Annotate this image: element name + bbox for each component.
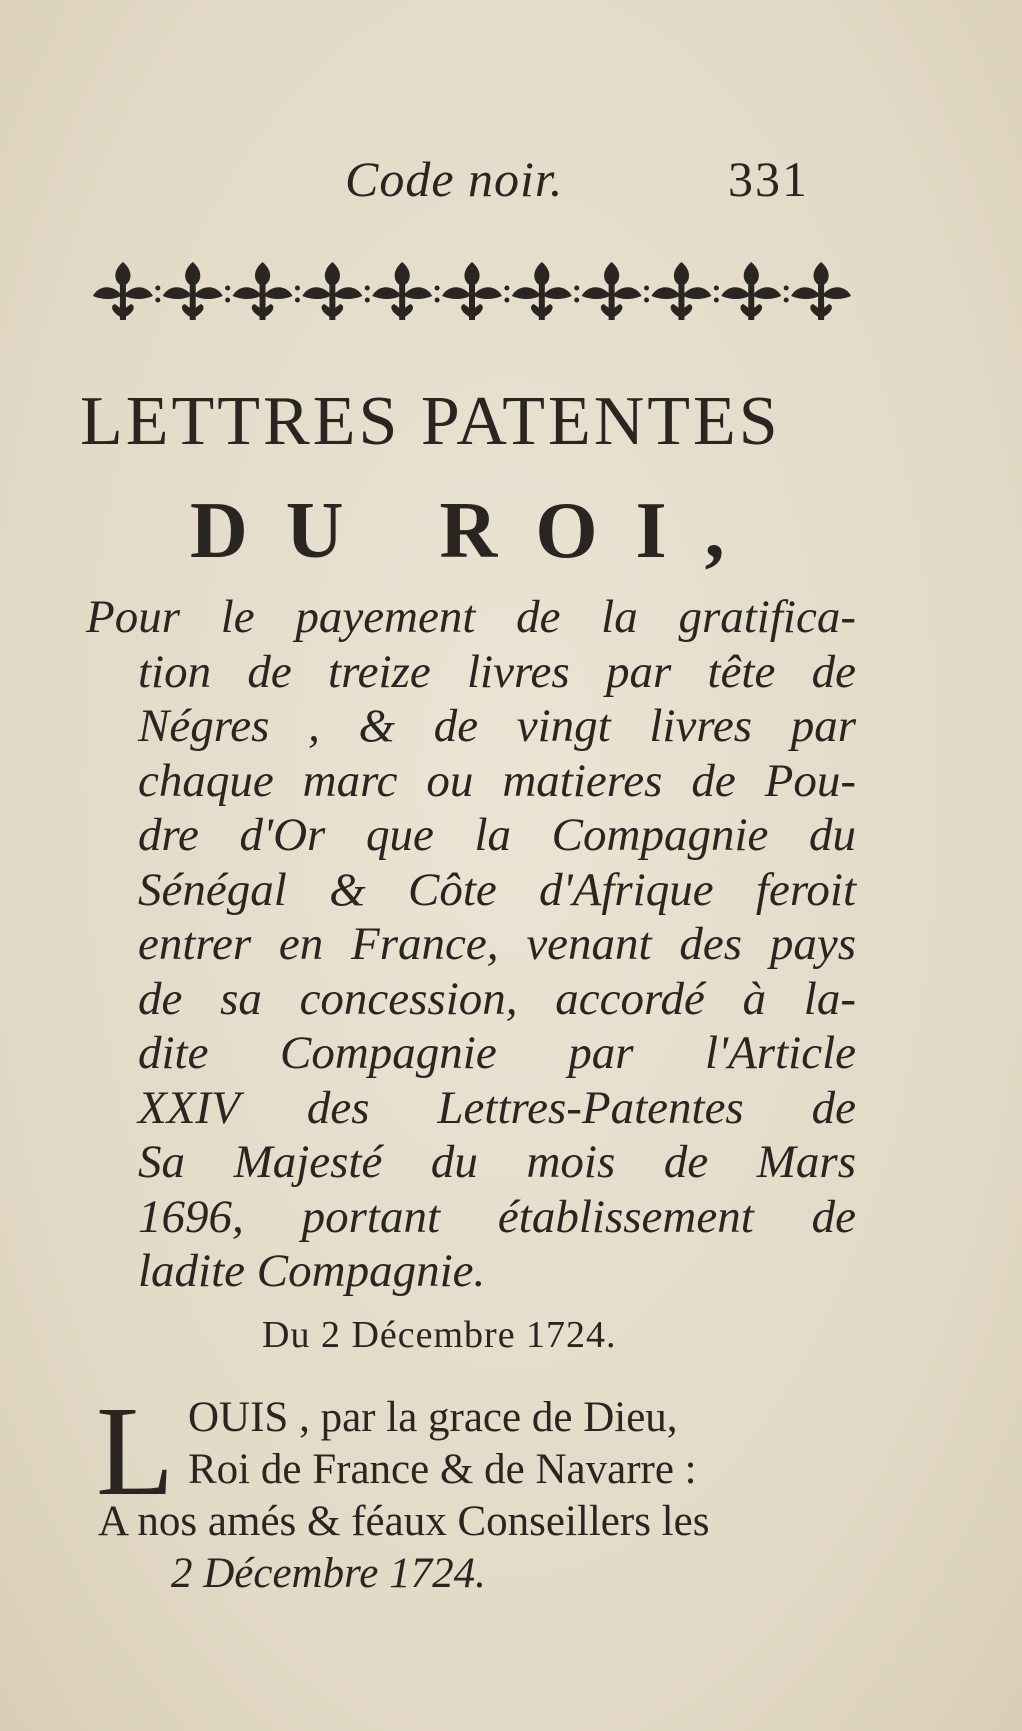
- summary-paragraph: [86, 590, 856, 1299]
- page-number: 331: [728, 151, 809, 207]
- fleuron-icon: [93, 262, 153, 320]
- date-line: Du 2 Décembre 1724.: [262, 1314, 617, 1356]
- fleuron-icon: [582, 262, 642, 320]
- fleuron-icon: [651, 262, 711, 320]
- separator-dot: [295, 298, 300, 303]
- fleuron-icon: [442, 262, 502, 320]
- summary-line: entrer en France, venant des pays: [138, 918, 856, 970]
- fleuron-icon: [372, 262, 432, 320]
- title-du-roi: DU ROI,: [190, 487, 763, 575]
- summary-line: Pour le payement de la gratifica-: [86, 591, 856, 643]
- separator-dot: [365, 298, 370, 303]
- separator-dot: [504, 298, 509, 303]
- separator-dot: [574, 286, 579, 291]
- fleuron-icon: [721, 262, 781, 320]
- summary-line: XXIV des Lettres-Patentes de: [138, 1081, 856, 1134]
- separator-dot: [225, 286, 230, 291]
- running-head: [0, 150, 1022, 210]
- fleuron-band-svg: [88, 258, 856, 330]
- summary-line: 1696, portant établissement de: [138, 1190, 856, 1243]
- fleuron-icon: [302, 262, 362, 320]
- separator-dot: [365, 286, 370, 291]
- separator-dot: [295, 286, 300, 291]
- separator-dot: [435, 298, 440, 303]
- fleuron-band-icon: [88, 258, 856, 330]
- separator-dot: [435, 286, 440, 291]
- body-text: [96, 1380, 866, 1600]
- summary-line: ladite Compagnie.: [138, 1245, 486, 1297]
- separator-dot: [225, 298, 230, 303]
- fleuron-icon: [163, 262, 223, 320]
- body-line: A nos amés & féaux Conseillers les: [98, 1498, 710, 1545]
- separator-dot: [574, 298, 579, 303]
- summary-line: dre d'Or que la Compagnie du: [138, 809, 856, 861]
- summary-line: de sa concession, accordé à la-: [138, 972, 856, 1025]
- separator-dot: [644, 286, 649, 291]
- title-lettres-patentes: LETTRES PATENTES: [80, 383, 781, 460]
- fleuron-icon: [791, 262, 851, 320]
- body-line: OUIS , par la grace de Dieu,: [188, 1394, 678, 1441]
- summary-line: Sénégal & Côte d'Afrique feroit: [138, 863, 856, 916]
- running-title: Code noir.: [345, 151, 564, 207]
- summary-line: chaque marc ou matieres de Pou-: [138, 754, 856, 807]
- separator-dot: [504, 286, 509, 291]
- separator-dot: [714, 298, 719, 303]
- summary-line: Sa Majesté du mois de Mars: [138, 1136, 856, 1188]
- separator-dot: [784, 286, 789, 291]
- summary-line: Négres , & de vingt livres par: [138, 700, 856, 752]
- separator-dot: [644, 298, 649, 303]
- fleuron-icon: [512, 262, 572, 320]
- fleuron-icon: [233, 262, 293, 320]
- separator-dot: [784, 298, 789, 303]
- body-line: 2 Décembre 1724.: [171, 1550, 486, 1597]
- body-line: Roi de France & de Navarre :: [188, 1446, 697, 1493]
- drop-cap: L: [96, 1380, 175, 1522]
- separator-dot: [714, 286, 719, 291]
- summary-line: tion de treize livres par tête de: [138, 645, 856, 698]
- summary-line: dite Compagnie par l'Article: [138, 1027, 856, 1079]
- separator-dot: [155, 286, 160, 291]
- separator-dot: [155, 298, 160, 303]
